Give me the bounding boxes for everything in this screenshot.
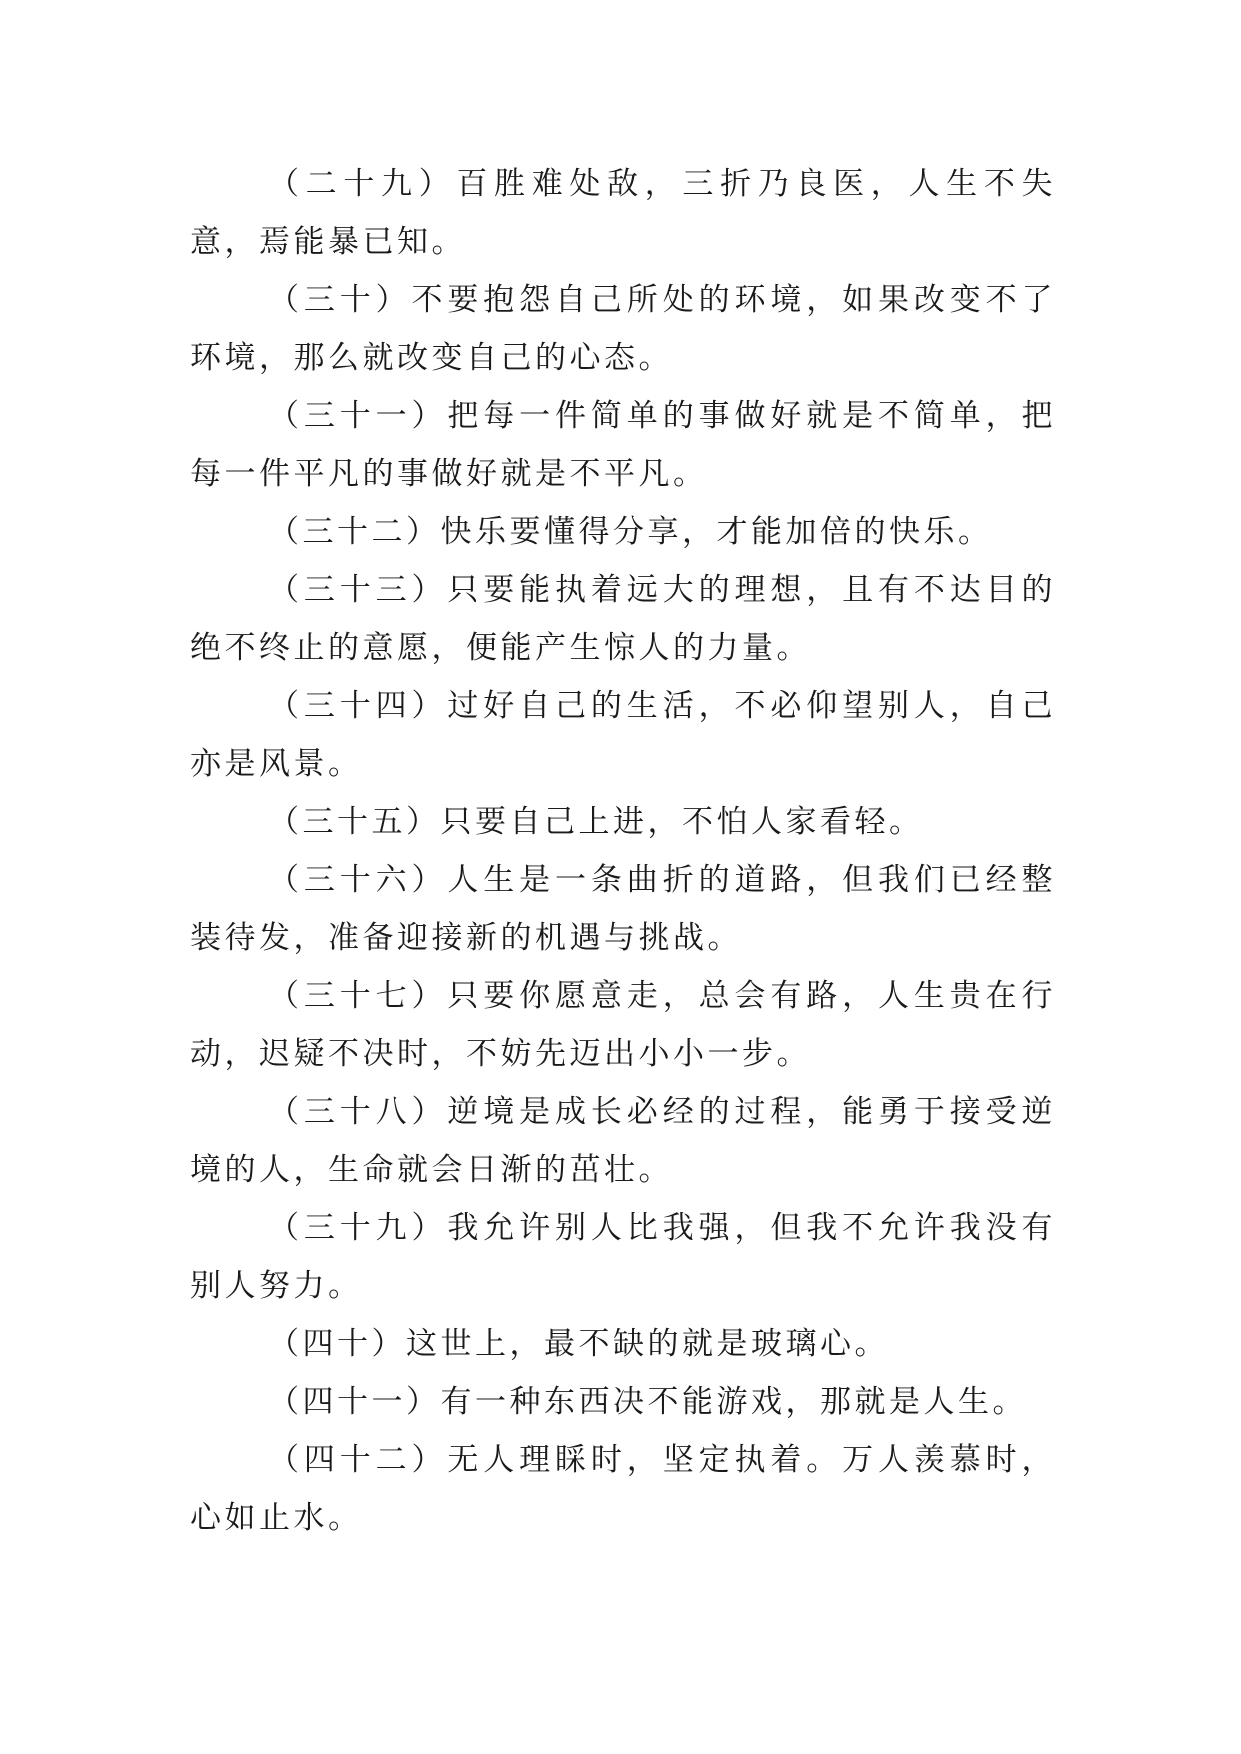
paragraph: （四十一）有一种东西决不能游戏，那就是人生。: [268, 1384, 1027, 1420]
paragraph: （三十九）我允许别人比我强，但我不允许我没有别人努力。: [190, 1210, 1056, 1304]
paragraph: （三十一）把每一件简单的事做好就是不简单，把每一件平凡的事做好就是不平凡。: [190, 398, 1056, 492]
paragraph: （三十二）快乐要懂得分享，才能加倍的快乐。: [268, 514, 993, 550]
paragraph: （三十七）只要你愿意走，总会有路，人生贵在行动，迟疑不决时，不妨先迈出小小一步。: [190, 978, 1056, 1072]
paragraph: （四十）这世上，最不缺的就是玻璃心。: [268, 1326, 889, 1362]
paragraph: （三十六）人生是一条曲折的道路，但我们已经整装待发，准备迎接新的机遇与挑战。: [190, 862, 1056, 956]
paragraph: （二十九）百胜难处敌，三折乃良医，人生不失意，焉能暴已知。: [190, 166, 1056, 260]
paragraph: （三十三）只要能执着远大的理想，且有不达目的绝不终止的意愿，便能产生惊人的力量。: [190, 572, 1056, 666]
paragraph: （三十四）过好自己的生活，不必仰望别人，自己亦是风景。: [190, 688, 1056, 782]
document-body: [190, 155, 1056, 1547]
paragraph: （三十八）逆境是成长必经的过程，能勇于接受逆境的人，生命就会日渐的茁壮。: [190, 1094, 1056, 1188]
paragraph: （四十二）无人理睬时，坚定执着。万人羡慕时，心如止水。: [190, 1442, 1056, 1536]
paragraph: （三十）不要抱怨自己所处的环境，如果改变不了环境，那么就改变自己的心态。: [190, 282, 1056, 376]
paragraph: （三十五）只要自己上进，不怕人家看轻。: [268, 804, 924, 840]
